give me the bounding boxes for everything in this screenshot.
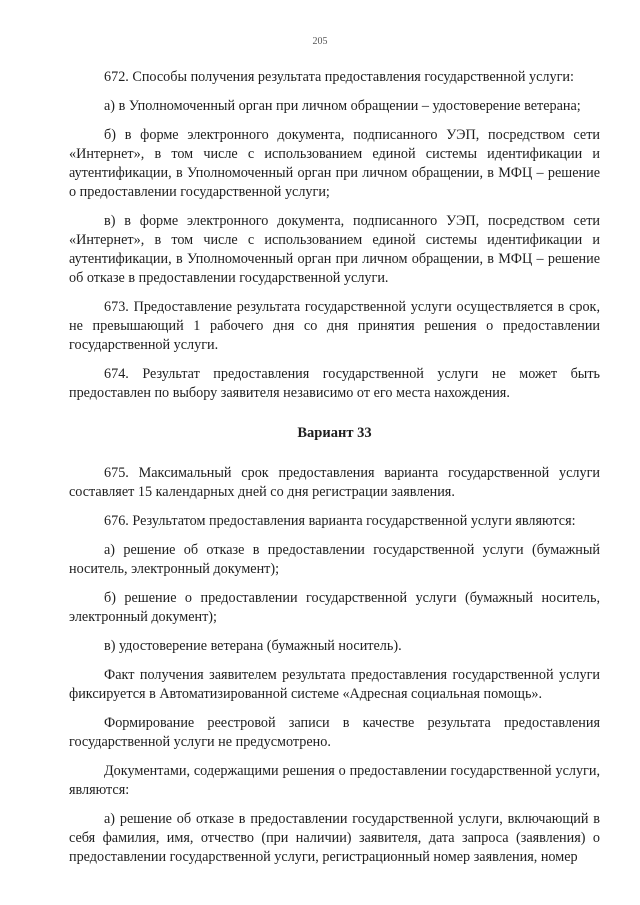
paragraph-676-b: б) решение о предоставлении государственной услуги (бумажный носитель, электронный документ); xyxy=(69,590,600,625)
paragraph-676: 676. Результатом предоставления варианта государственной услуги являются: xyxy=(104,513,576,529)
paragraph-673: 673. Предоставление результата государственной услуги осуществляется в срок, не превышающий 1 рабочего дня со дня принятия решения о предоставлении государственной услуги. xyxy=(69,299,600,353)
paragraph-672-a: а) в Уполномоченный орган при личном обращении – удостоверение ветерана; xyxy=(104,98,581,114)
paragraph-676-a: а) решение об отказе в предоставлении государственной услуги (бумажный носитель, электронный документ); xyxy=(69,542,600,577)
paragraph-672-b: б) в форме электронного документа, подписанного УЭП, посредством сети «Интернет», в том числе с использованием единой системы идентификации и аутентификации, в Уполномоченный орган при личном обращении, в МФЦ – решение о предоставлении государственной услуги; xyxy=(69,127,600,200)
page-number: 205 xyxy=(312,36,328,47)
paragraph-fact-received: Факт получения заявителем результата предоставления государственной услуги фиксируется в Автоматизированной системе «Адресная социальная помощь». xyxy=(69,667,600,702)
paragraph-decision-documents-a: а) решение об отказе в предоставлении государственной услуги, включающий в себя фамилия, имя, отчество (при наличии) заявителя, дата запроса (заявления) о предоставлении государственной услуги, регистрационный номер заявления, номер xyxy=(69,811,600,865)
paragraph-672-v: в) в форме электронного документа, подписанного УЭП, посредством сети «Интернет», в том числе с использованием единой системы идентификации и аутентификации, в Уполномоченный орган при личном обращении, в МФЦ – решение об отказе в предоставлении государственной услуги. xyxy=(69,213,600,286)
paragraph-675: 675. Максимальный срок предоставления варианта государственной услуги составляет 15 календарных дней со дня регистрации заявления. xyxy=(69,465,600,500)
section-heading: Вариант 33 xyxy=(297,425,372,441)
paragraph-676-v: в) удостоверение ветерана (бумажный носитель). xyxy=(104,638,402,654)
document-body xyxy=(69,68,600,877)
paragraph-674: 674. Результат предоставления государственной услуги не может быть предоставлен по выбору заявителя независимо от его места нахождения. xyxy=(69,366,600,401)
paragraph-decision-documents: Документами, содержащими решения о предоставлении государственной услуги, являются: xyxy=(69,763,600,798)
paragraph-672: 672. Способы получения результата предоставления государственной услуги: xyxy=(104,69,574,85)
paragraph-registry-record: Формирование реестровой записи в качестве результата предоставления государственной услуги не предусмотрено. xyxy=(69,715,600,750)
